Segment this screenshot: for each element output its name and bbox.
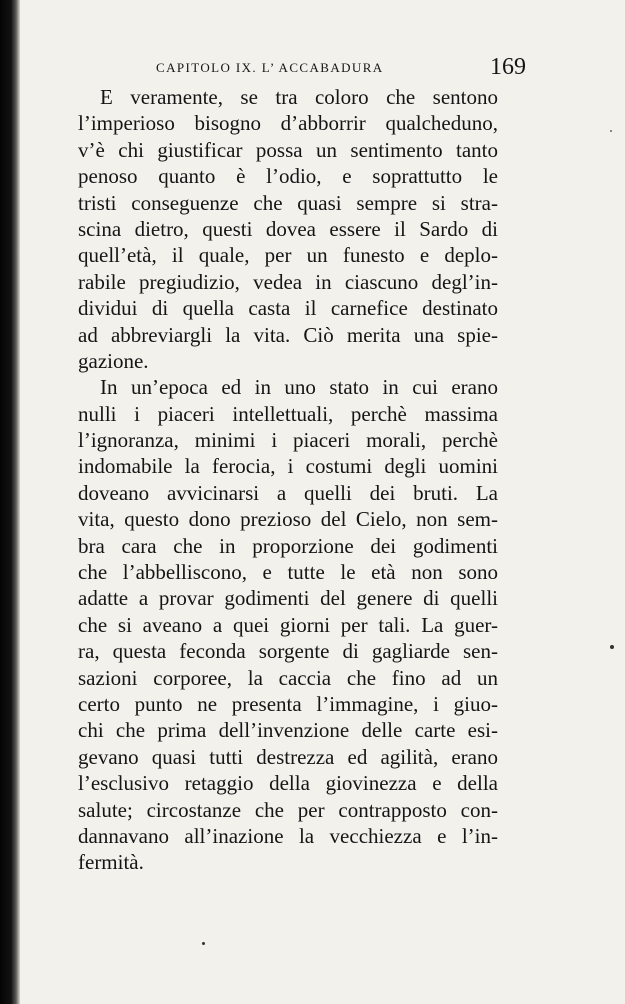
page-number: 169 <box>490 54 526 80</box>
text-line: gazione. <box>78 348 149 373</box>
body-text <box>78 84 498 876</box>
text-line: chi che prima dell’invenzione delle carte esi- <box>78 718 498 743</box>
text-line: scina dietro, questi dovea essere il Sardo di <box>78 216 498 241</box>
text-line: bra cara che in proporzione dei godimenti <box>78 533 498 558</box>
ink-speck <box>610 130 612 132</box>
ink-speck <box>610 645 614 649</box>
text-line: ad abbreviargli la vita. Ciò merita una spie- <box>78 322 498 347</box>
text-line: adatte a provar godimenti del genere di quelli <box>78 586 498 611</box>
text-line: l’ignoranza, minimi i piaceri morali, perchè <box>78 428 498 453</box>
book-page <box>20 0 625 1004</box>
text-line: dividui di quella casta il carnefice destinato <box>78 296 498 321</box>
running-head <box>156 56 526 82</box>
text-line: che l’abbelliscono, e tutte le età non sono <box>78 560 498 585</box>
ink-speck <box>202 942 205 945</box>
text-line: E veramente, se tra coloro che sentono <box>100 85 498 109</box>
text-line: ra, questa feconda sorgente di gagliarde sen- <box>78 639 498 664</box>
text-line: sazioni corporee, la caccia che fino ad un <box>78 665 498 690</box>
book-spine-shadow <box>0 0 20 1004</box>
text-line: v’è chi giustificar possa un sentimento tanto <box>78 137 498 162</box>
text-line: quell’età, il quale, per un funesto e deplo- <box>78 243 498 268</box>
chapter-title: CAPITOLO IX. L’ ACCABADURA <box>156 60 384 75</box>
text-line: certo punto ne presenta l’immagine, i giuo- <box>78 691 498 716</box>
text-line: rabile pregiudizio, vedea in ciascuno degl’in- <box>78 269 498 294</box>
text-line: vita, questo dono prezioso del Cielo, non sem- <box>78 507 498 532</box>
text-line: In un’epoca ed in uno stato in cui erano <box>100 375 498 400</box>
text-line: fermità. <box>78 850 144 875</box>
text-line: salute; circostanze che per contrapposto con- <box>78 797 498 822</box>
text-line: penoso quanto è l’odio, e soprattutto le <box>78 164 498 189</box>
text-line: indomabile la ferocia, i costumi degli uomini <box>78 454 498 479</box>
text-line: gevano quasi tutti destrezza ed agilità, erano <box>78 744 498 769</box>
text-line: tristi conseguenze che quasi sempre si stra- <box>78 190 498 215</box>
paragraph <box>78 374 498 875</box>
text-line: doveano avvicinarsi a quelli dei bruti. La <box>78 480 498 505</box>
text-line: l’esclusivo retaggio della giovinezza e della <box>78 771 498 796</box>
text-line: l’imperioso bisogno d’abborrir qualcheduno, <box>78 111 498 136</box>
paragraph <box>78 84 498 374</box>
text-line: che si aveano a quei giorni per tali. La guer- <box>78 612 498 637</box>
text-line: dannavano all’inazione la vecchiezza e l’in- <box>78 823 498 848</box>
text-line: nulli i piaceri intellettuali, perchè massima <box>78 401 498 426</box>
